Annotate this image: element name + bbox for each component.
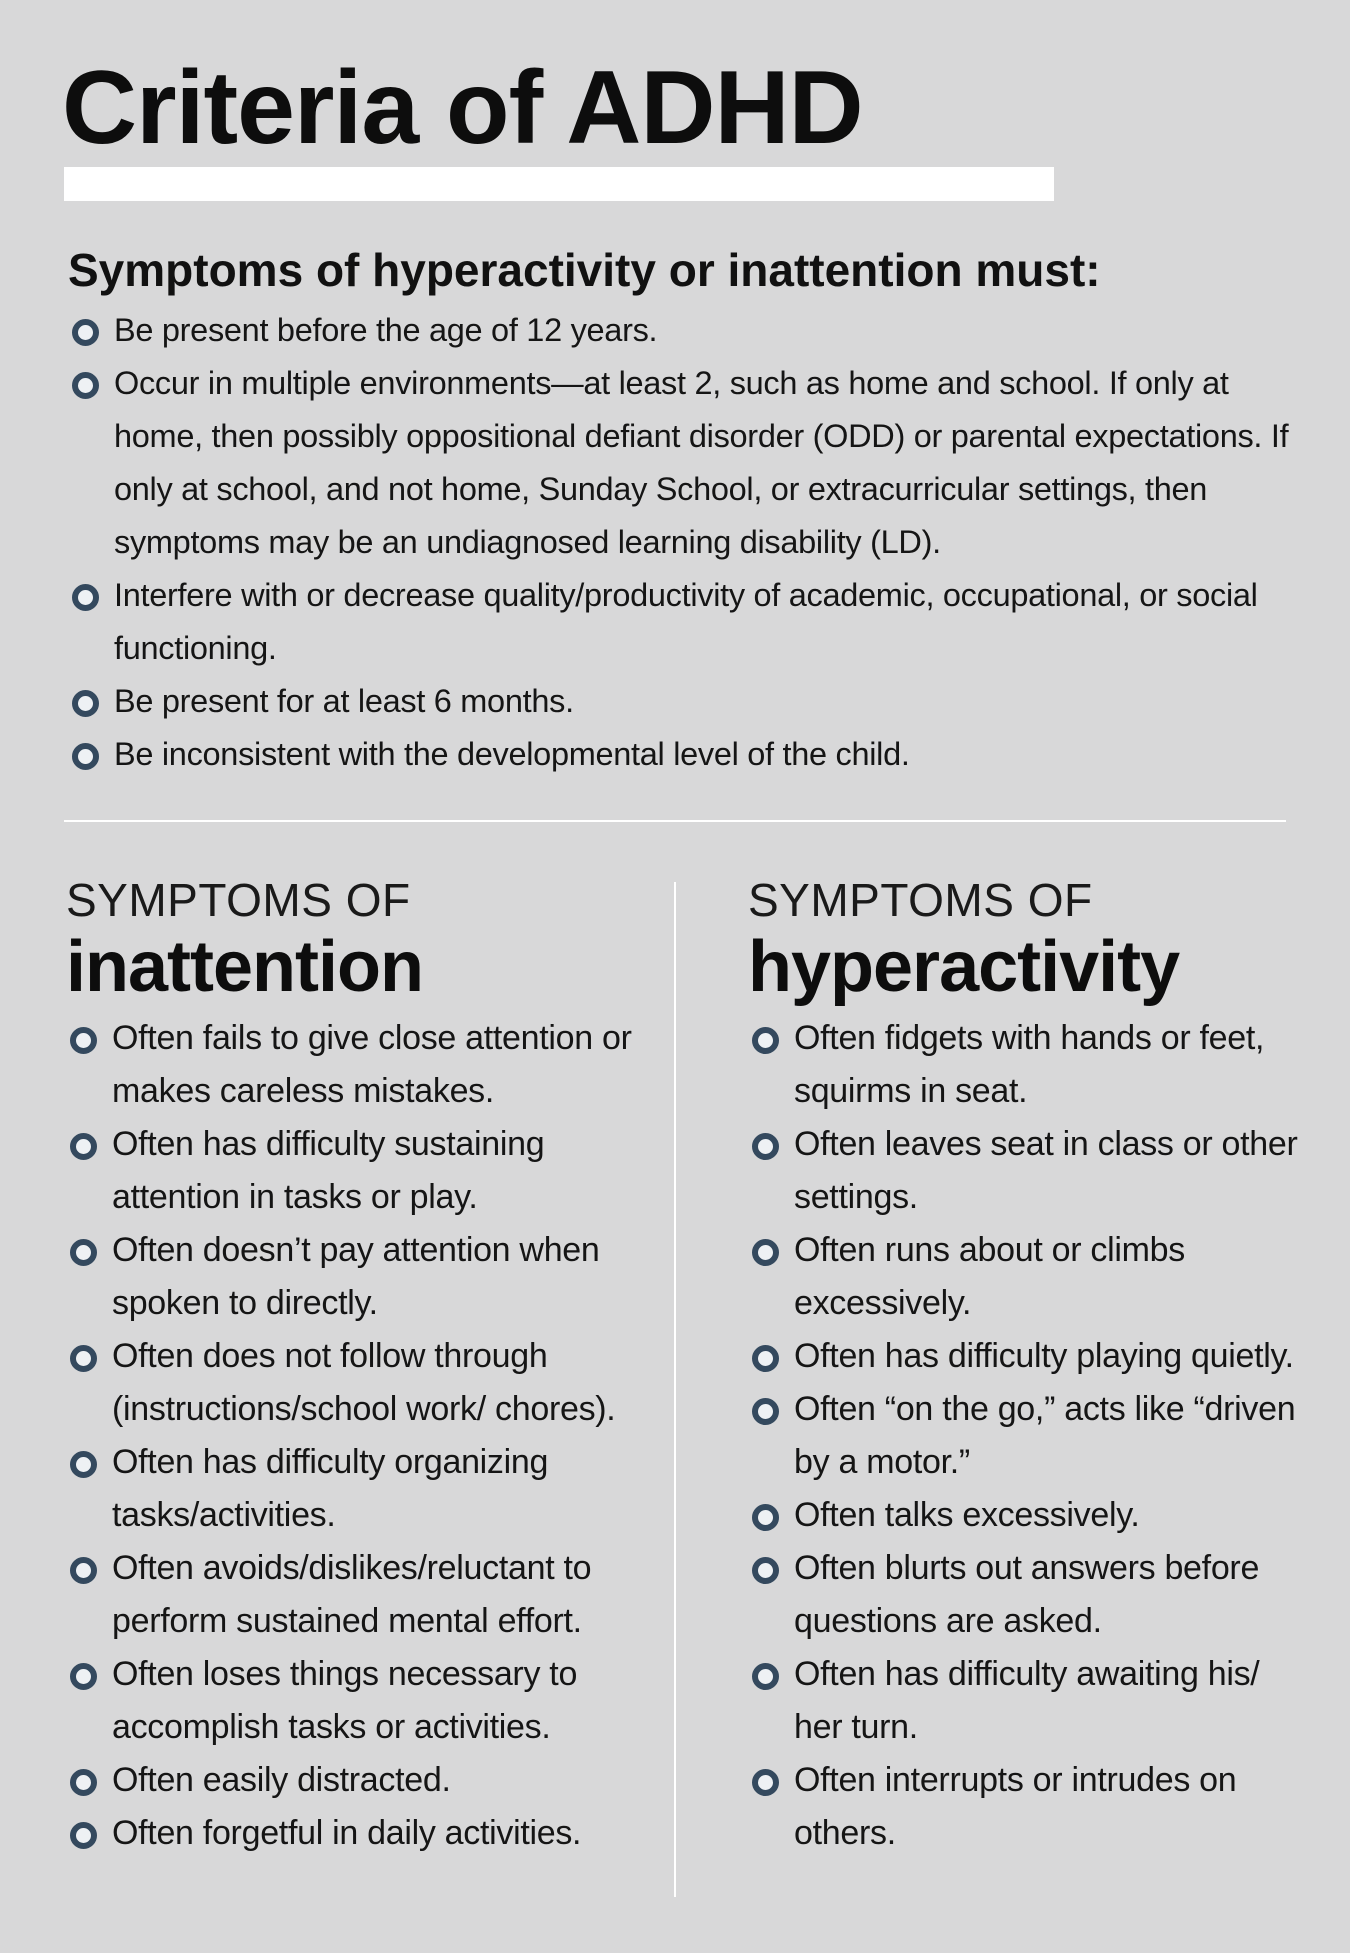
list-item — [66, 1754, 666, 1807]
list-item-text: Be present before the age of 12 years. — [114, 312, 658, 348]
list-item — [748, 1383, 1308, 1489]
intro-heading: Symptoms of hyperactivity or inattention must: — [68, 244, 1101, 296]
list-item-text: Often has difficulty awaiting his/ her turn. — [794, 1655, 1260, 1746]
list-item — [748, 1754, 1308, 1860]
circle-bullet-icon — [70, 1451, 97, 1478]
circle-bullet-icon — [752, 1769, 779, 1796]
list-item-text: Interfere with or decrease quality/productivity of academic, occupational, or social functioning. — [114, 577, 1258, 666]
circle-bullet-icon — [752, 1133, 779, 1160]
circle-bullet-icon — [72, 743, 99, 770]
list-item — [68, 675, 1298, 728]
list-item — [66, 1012, 666, 1118]
list-item-text: Be inconsistent with the developmental level of the child. — [114, 736, 910, 772]
intro-list — [68, 304, 1298, 781]
list-item — [66, 1224, 666, 1330]
page-title: Criteria of ADHD — [62, 50, 863, 166]
list-item — [68, 728, 1298, 781]
list-item — [66, 1436, 666, 1542]
circle-bullet-icon — [70, 1822, 97, 1849]
circle-bullet-icon — [752, 1345, 779, 1372]
circle-bullet-icon — [72, 319, 99, 346]
list-item — [66, 1648, 666, 1754]
circle-bullet-icon — [70, 1557, 97, 1584]
circle-bullet-icon — [70, 1027, 97, 1054]
circle-bullet-icon — [752, 1504, 779, 1531]
inattention-title: inattention — [66, 927, 423, 1007]
list-item-text: Often forgetful in daily activities. — [112, 1814, 582, 1852]
list-item — [748, 1224, 1308, 1330]
list-item — [68, 304, 1298, 357]
column-divider — [674, 882, 676, 1897]
list-item-text: Often runs about or climbs excessively. — [794, 1231, 1185, 1322]
list-item-text: Be present for at least 6 months. — [114, 683, 574, 719]
circle-bullet-icon — [72, 690, 99, 717]
inattention-column — [66, 872, 666, 1860]
list-item — [748, 1330, 1308, 1383]
list-item-text: Often easily distracted. — [112, 1761, 451, 1799]
circle-bullet-icon — [70, 1133, 97, 1160]
hyperactivity-title: hyperactivity — [748, 927, 1180, 1007]
circle-bullet-icon — [72, 584, 99, 611]
list-item-text: Often has difficulty organizing tasks/activities. — [112, 1443, 549, 1534]
list-item — [68, 357, 1298, 569]
list-item-text: Often talks excessively. — [794, 1496, 1140, 1534]
list-item — [68, 569, 1298, 675]
hyperactivity-list — [748, 1012, 1308, 1860]
circle-bullet-icon — [70, 1769, 97, 1796]
section-divider — [64, 820, 1286, 822]
list-item-text: Often interrupts or intrudes on others. — [794, 1761, 1237, 1852]
list-item-text: Often leaves seat in class or other settings. — [794, 1125, 1298, 1216]
list-item — [66, 1330, 666, 1436]
circle-bullet-icon — [70, 1239, 97, 1266]
list-item-text: Often fidgets with hands or feet, squirms in seat. — [794, 1019, 1265, 1110]
circle-bullet-icon — [752, 1557, 779, 1584]
list-item-text: Often doesn’t pay attention when spoken to directly. — [112, 1231, 600, 1322]
hyperactivity-column — [748, 872, 1308, 1860]
list-item — [66, 1807, 666, 1860]
list-item-text: Often blurts out answers before questions are asked. — [794, 1549, 1260, 1640]
list-item — [748, 1542, 1308, 1648]
list-item — [748, 1012, 1308, 1118]
circle-bullet-icon — [70, 1663, 97, 1690]
inattention-kicker: SYMPTOMS OF — [66, 874, 411, 926]
title-underline-bar — [64, 167, 1054, 201]
circle-bullet-icon — [752, 1027, 779, 1054]
circle-bullet-icon — [70, 1345, 97, 1372]
circle-bullet-icon — [752, 1663, 779, 1690]
list-item — [748, 1118, 1308, 1224]
circle-bullet-icon — [752, 1239, 779, 1266]
list-item-text: Occur in multiple environments—at least 2, such as home and school. If only at home, then possibly oppositional defiant disorder (ODD) or parental expectations. If only at school, and not home, Sunday School, or extracurricular settings, then symptoms may be an undiagnosed learning disability (LD). — [114, 365, 1289, 560]
list-item — [66, 1542, 666, 1648]
inattention-list — [66, 1012, 666, 1860]
list-item-text: Often fails to give close attention or makes careless mistakes. — [112, 1019, 632, 1110]
list-item — [66, 1118, 666, 1224]
list-item-text: Often does not follow through (instructions/school work/ chores). — [112, 1337, 616, 1428]
intro-section — [68, 240, 1298, 781]
circle-bullet-icon — [72, 372, 99, 399]
list-item-text: Often has difficulty playing quietly. — [794, 1337, 1294, 1375]
list-item — [748, 1648, 1308, 1754]
list-item-text: Often avoids/dislikes/reluctant to perform sustained mental effort. — [112, 1549, 592, 1640]
hyperactivity-kicker: SYMPTOMS OF — [748, 874, 1093, 926]
list-item-text: Often “on the go,” acts like “driven by a motor.” — [794, 1390, 1296, 1481]
list-item-text: Often loses things necessary to accomplish tasks or activities. — [112, 1655, 578, 1746]
circle-bullet-icon — [752, 1398, 779, 1425]
list-item — [748, 1489, 1308, 1542]
list-item-text: Often has difficulty sustaining attention in tasks or play. — [112, 1125, 545, 1216]
